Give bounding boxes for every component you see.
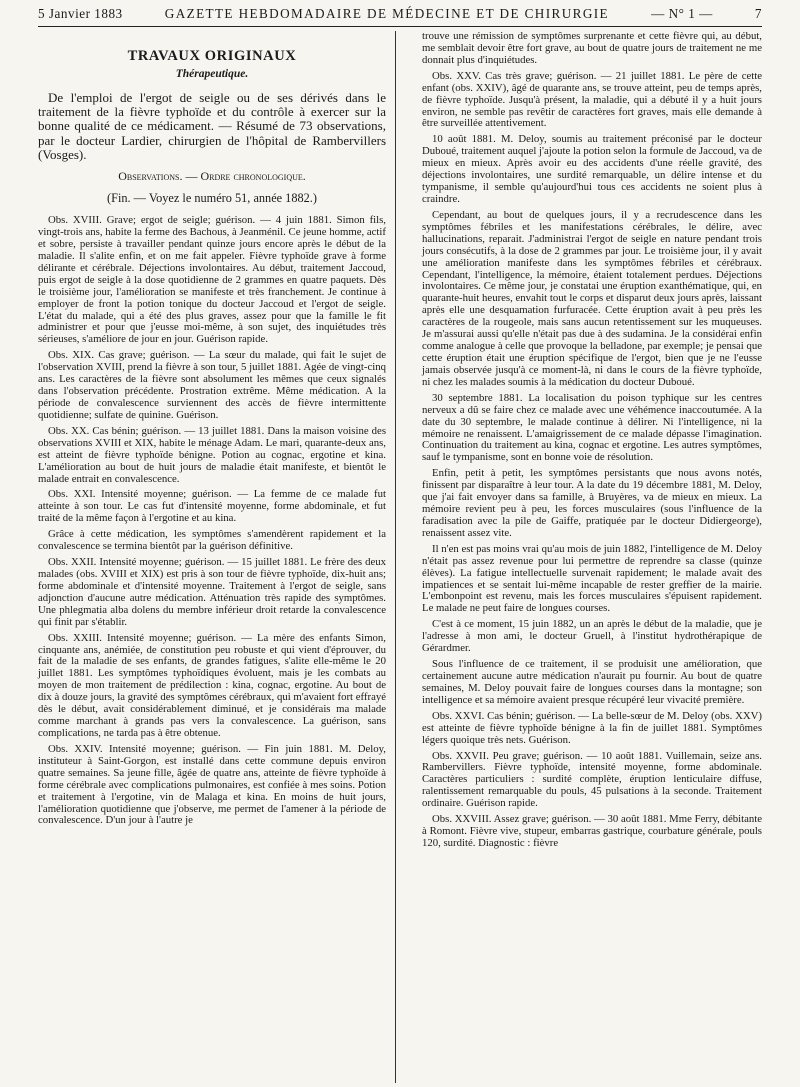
observations-heading: Observations. — Ordre chronologique. (118, 169, 306, 184)
paragraph-aug-10: 10 août 1881. M. Deloy, soumis au traitement préconisé par le docteur Duboué, traitement auquel j'ajoute la potion selon la formule de Jaccoud, va de mieux en mieux. Après avoir eu des accidents d'une réelle gravité, des déjections involontaires, une surdité remarquable, un délire intense et du tympanisme, il semble qu'aujourd'hui tous ces accidents ne soient plus à craindre. (422, 133, 762, 205)
continuation-note: (Fin. — Voyez le numéro 51, année 1882.) (107, 191, 317, 206)
left-column (38, 31, 386, 850)
issue-number: — N° 1 — (651, 6, 713, 21)
paragraph-obs-18: Obs. XVIII. Grave; ergot de seigle; guérison. — 4 juin 1881. Simon fils, vingt-trois ans, habite la ferme des Bachous, à Jeanménil. Ce jeune homme, actif et sobre, persiste à travailler pendant quinze jours encore après le début de la maladie. Il s'alite enfin, et on me fait appeler. Fièvre typhoïde grave à forme délirante et cérébrale. Déjections involontaires. Au début, traitement Jaccoud, puis ergot de seigle à la dose quotidienne de 2 grammes en quatre paquets. Dès le troisième jour, l'amélioration se manifeste et très franchement. Je continue à employer de front la potion tonique du docteur Jaccoud et l'ergot de seigle. L'état du malade, qui a été des plus graves, assez pour que la famille le fit administrer et pour que j'eusse moi-même, à son sujet, des inquiétudes très sérieuses, s'améliore de jour en jour. Guérison rapide. (38, 214, 386, 346)
paragraph-obs-22: Obs. XXII. Intensité moyenne; guérison. — 15 juillet 1881. Le frère des deux malades (obs. XVIII et XIX) est pris à son tour de fièvre typhoïde, dix-huit ans; forme abdominale et d'intensité moyenne. Traitement à l'ergot de seigle, sans adjonction d'aucune autre médication. Atténuation très rapide des symptômes. Une phlegmatia alba dolens du membre inférieur droit retarde la convalescence qui finit par s'établir. (38, 556, 386, 628)
paragraph-obs-19: Obs. XIX. Cas grave; guérison. — La sœur du malade, qui fait le sujet de l'observation XVIII, prend la fièvre à son tour, 5 juillet 1881. Agée de vingt-cinq ans. Les caractères de la fièvre sont absolument les mêmes que ceux signalés dans l'observation précédente. Prostration extrême. Même médication. A la période de convalescence surviennent des accès de fièvre intermittente quotidienne; sulfate de quinine. Guérison. (38, 349, 386, 421)
running-header (38, 6, 762, 27)
paragraph-hydrotherapy: Sous l'influence de ce traitement, il se produisit une amélioration, que certainement aucune autre médication n'aurait pu fournir. Au bout de quatre semaines, M. Deloy pouvait faire de longues courses dans la montagne; son intelligence et sa mémoire avaient presque récupéré leur vivacité première. (422, 658, 762, 706)
paragraph-obs-24-cont: trouve une rémission de symptômes surprenante et cette fièvre qui, au début, me semblait devoir être fort grave, au bout de quatre jours de traitement ne me donnait plus d'inquiétudes. (422, 30, 762, 66)
paragraph-obs-28: Obs. XXVIII. Assez grave; guérison. — 30 août 1881. Mme Ferry, débitante à Romont. Fièvre vive, stupeur, embarras gastrique, courbature générale, pouls 120, surdité. Diagnostic : fièvre (422, 813, 762, 849)
paragraph-obs-25: Obs. XXV. Cas très grave; guérison. — 21 juillet 1881. Le père de cette enfant (obs. XXIV), âgé de quarante ans, se trouve atteint, peu de temps après, de fièvre typhoïde. Jusqu'à présent, la maladie, qui a débuté il y a huit jours environ, ne semble pas revêtir de caractères fort graves, mais elle demande à être surveillée attentivement. (422, 69, 762, 130)
paragraph-gerardmer: C'est à ce moment, 15 juin 1882, un an après le début de la maladie, que je l'adresse à mon ami, le docteur Gruell, à l'institut hydrothérapique de Gérardmer. (422, 618, 762, 655)
paragraph-obs-26: Obs. XXVI. Cas bénin; guérison. — La belle-sœur de M. Deloy (obs. XXV) est atteinte de fièvre typhoïde bénigne à la fin de juillet 1881. Symptômes légers quoique très nets. Guérison. (422, 709, 762, 746)
section-title: TRAVAUX ORIGINAUX (127, 48, 297, 64)
text-columns (38, 31, 762, 850)
paragraph-obs-27: Obs. XXVII. Peu grave; guérison. — 10 août 1881. Vuillemain, seize ans. Rambervillers. Fièvre typhoïde, intensité moyenne, forme abdominale. Caractères particuliers : surdité complète, éruption lenticulaire diffuse, ralentissement remarquable du pouls, 45 pulsations à la seconde. Traitement ordinaire. Guérison rapide. (422, 749, 762, 810)
article-intro: De l'emploi de l'ergot de seigle ou de ses dérivés dans le traitement de la fièvre typhoïde et du contrôle à exercer sur la bonne qualité de ce médicament. — Résumé de 73 observations, par le docteur Lardier, chirurgien de l'hôpital de Rambervillers (Vosges). (38, 89, 386, 163)
page-number: 7 (754, 6, 762, 21)
paragraph-recrudescence: Cependant, au bout de quelques jours, il y a recrudescence dans les symptômes fébriles et les manifestations cérébrales, le délire, avec hallucinations, reparait. J'administrai l'ergot de seigle en nature pendant trois jours consécutifs, à la dose de 2 grammes par jour. Le troisième jour, il y avait une amélioration manifeste dans les symptômes fébriles et cérébraux. Cependant, l'intelligence, la mémoire, étaient totalement perdues. Déjections involontaires. Ce même jour, je constatai une éruption exanthématique, qui, en quarante-huit heures, envahit tout le corps et disparut deux jours après, laissant après elle une desquamation furfuracée. Cette éruption avait à peu près les caractères de la rougeole, mais sans aucun retentissement sur les muqueuses. Je m'assurai aussi qu'elle n'était pas due à des sudamina. Je la considérai enfin comme analogue à celle que provoque la belladone, par exemple; je pensai que cette éruption était une éruption spécifique de l'ergot, bien que je ne l'eusse jamais observée jusqu'à ce moment-là, ni dans le cours de la fièvre typhoïde, ni chez les malades soumis à la médication du docteur Duboué. (422, 208, 762, 388)
journal-title: GAZETTE HEBDOMADAIRE DE MÉDECINE ET DE CHIRURGIE (164, 6, 609, 21)
issue-date: 5 Janvier 1883 (38, 6, 123, 21)
subsection-title: Thérapeutique. (175, 67, 249, 80)
paragraph-obs-20: Obs. XX. Cas bénin; guérison. — 13 juillet 1881. Dans la maison voisine des observations XVIII et XIX, habite le ménage Adam. Le mari, quarante-deux ans, est atteint de fièvre typhoïde bénigne. Potion au cognac, ergotine et kina. L'amélioration au bout de huit jours de maladie était manifeste, et bientôt le malade entrait en convalescence. (38, 424, 386, 485)
paragraph-june-1882: Il n'en est pas moins vrai qu'au mois de juin 1882, l'intelligence de M. Deloy n'était pas assez revenue pour lui permettre de reprendre sa classe (quinze élèves). La fatigue intellectuelle survenait rapidement; le malade avait des impatiences et se sentait lui-même incapable de rester greffier de la mairie. L'embonpoint est revenu, mais les forces musculaires s'épuisent rapidement. Le malade ne peut faire de longues courses. (422, 542, 762, 615)
paragraph-recovery: Enfin, petit à petit, les symptômes persistants que nous avons notés, finissent par disparaître à leur tour. A la date du 19 décembre 1881, M. Deloy, que j'ai fait envoyer dans sa famille, à Bruyères, va de mieux en mieux. La mémoire revient peu à peu, les forces musculaires (sous l'influence de la faradisation avec la pile de Gaiffe, pratiquée par le docteur Didiergeorge), renaissent assez vite. (422, 467, 762, 539)
paragraph-obs-24: Obs. XXIV. Intensité moyenne; guérison. — Fin juin 1881. M. Deloy, instituteur à Saint-Gorgon, est installé dans cette commune depuis environ quatre semaines. Sa jeune fille, âgée de quatre ans, atteinte de fièvre typhoïde à forme cérébrale avec complications pulmonaires, est confiée à mes soins. Potion et traitement à l'ergotine, vin de Malaga et kina. En moins de huit jours, l'amélioration quotidienne que j'observe, me permet de l'amener à la période de convalescence. D'un jour à l'autre je (38, 742, 386, 827)
paragraph-sept-30: 30 septembre 1881. La localisation du poison typhique sur les centres nerveux a dû se faire chez ce malade avec une véhémence inaccoutumée. A la date du 30 septembre, le malade continue à délirer. Ni l'intelligence, ni la mémoire ne renaissent. L'amaigrissement de ce malade dépasse l'imagination. Continuation du traitement au kina, cognac et ergotine. Les autres symptômes, sauf le tympanisme, sont en bonne voie de résolution. (422, 391, 762, 464)
column-divider (395, 31, 396, 1083)
paragraph-obs-21-followup: Grâce à cette médication, les symptômes s'amendèrent rapidement et la convalescence se termina bientôt par la guérison définitive. (38, 528, 386, 553)
paragraph-obs-23: Obs. XXIII. Intensité moyenne; guérison. — La mère des enfants Simon, cinquante ans, anémiée, de constitution peu robuste et qui vient d'éprouver, du fait de la maladie de ses enfants, de grandes fatigues, s'alite elle-même le 20 juillet 1881. Les symptômes typhoïdiques évoluent, mais je les combats au moyen de mon traitement de prédilection : kina, cognac, ergotine. Au bout de dix à douze jours, la gravité des symptômes cérébraux, qui m'avaient fort effrayé dès le début, avait considérablement diminué, et je considérais ma malade comme marchant à grands pas vers la convalescence. La guérison, sans complications, ne tarda pas à être obtenue. (38, 631, 386, 739)
paragraph-obs-21: Obs. XXI. Intensité moyenne; guérison. — La femme de ce malade fut atteinte à son tour. Le cas fut d'intensité moyenne, forme abdominale, et fut traité de la même façon à l'ergotine et au kina. (38, 488, 386, 525)
right-column (422, 31, 762, 850)
